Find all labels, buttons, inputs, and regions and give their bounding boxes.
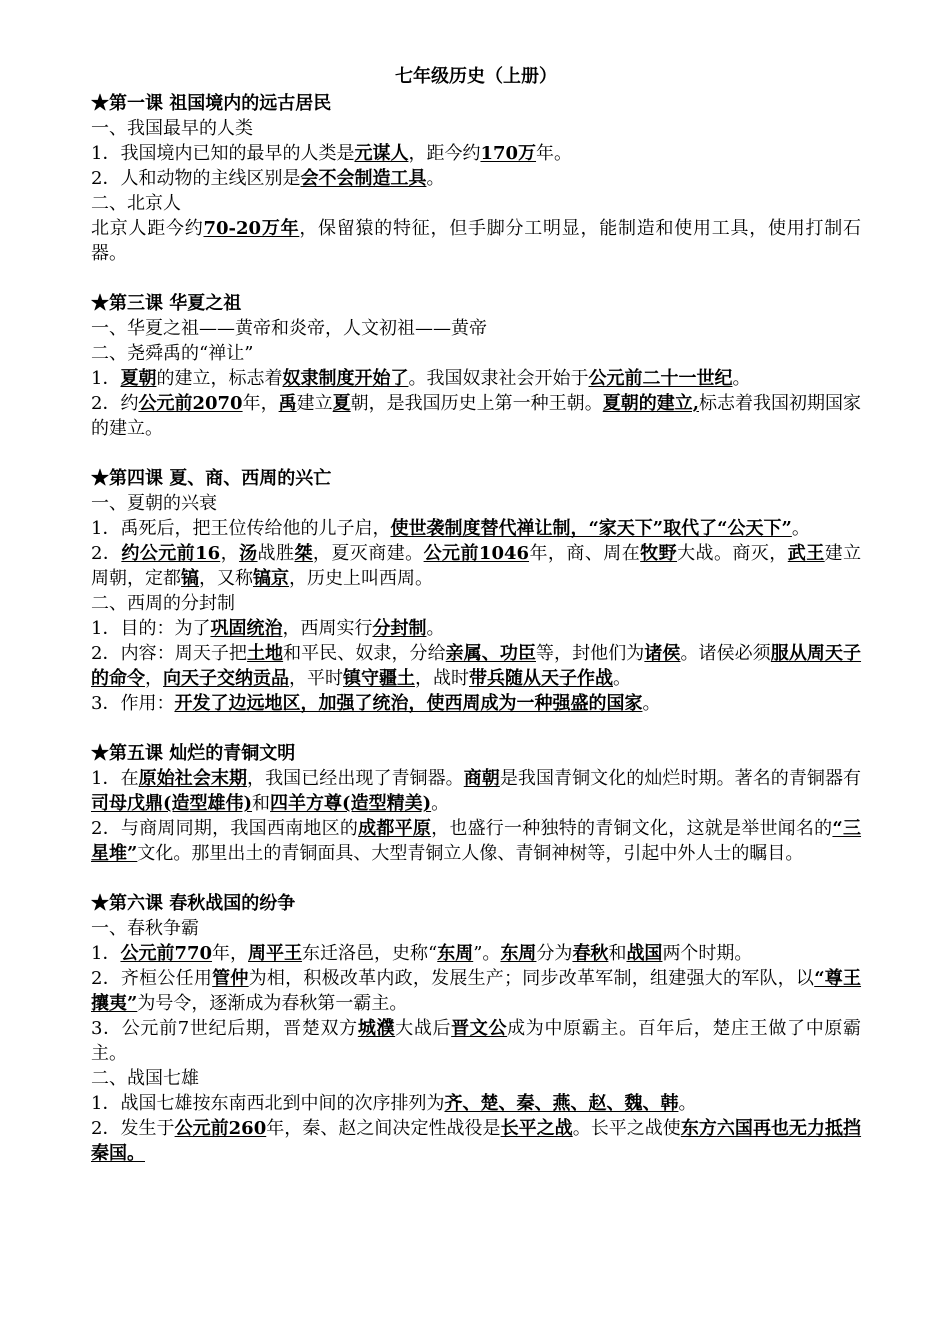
lesson-section <box>91 291 861 441</box>
paragraph <box>91 166 861 191</box>
text-run: ，平时 <box>289 668 343 689</box>
key-term: 镐京 <box>253 568 289 589</box>
key-term: 向天子交纳贡品 <box>163 668 289 689</box>
paragraph <box>91 691 861 716</box>
text-run: 大战。商灭， <box>677 543 788 564</box>
key-term: 东方六国再也无力抵挡秦国。 <box>91 1118 862 1164</box>
key-term: 会不会制造工具 <box>300 168 427 189</box>
text-run: ，保留猿的特征，但手脚分工明显，能制造和使用工具，使用打制石器。 <box>91 218 861 264</box>
text-run: 成为中原霸主。百年后，楚庄王做了中原霸主。 <box>91 1018 862 1064</box>
text-run: 2．发生于 <box>91 1118 175 1139</box>
text-run: ，又称 <box>199 568 253 589</box>
key-term: 原始社会末期 <box>138 768 248 789</box>
text-run: 为号令，逐渐成为春秋第一霸主。 <box>137 993 408 1014</box>
key-term: 公元前770 <box>120 943 213 964</box>
text-run: 。 <box>426 618 445 639</box>
key-term: 170万 <box>480 143 537 164</box>
text-run: 两个时期。 <box>662 943 753 964</box>
paragraph <box>91 1116 861 1166</box>
lesson-section <box>91 466 861 716</box>
key-term: 70-20万年 <box>203 218 300 239</box>
text-run: 为相，积极改革内政，发展生产；同步改革军制，组建强大的军队，以 <box>248 968 815 989</box>
text-run: 3．公元前7世纪后期，晋楚双方 <box>91 1018 358 1039</box>
key-term: 亲属、功臣 <box>445 643 536 664</box>
section-spacer <box>91 716 861 741</box>
text-run: 和平民、奴隶，分给 <box>283 643 446 664</box>
text-run: 的建立，标志着 <box>156 368 283 389</box>
key-term: 带兵随从天子作战 <box>469 668 613 689</box>
lesson-section <box>91 891 861 1166</box>
paragraph <box>91 966 861 1016</box>
paragraph <box>91 766 861 816</box>
text-run: 1．在 <box>91 768 139 789</box>
paragraph <box>91 391 861 441</box>
key-term: 公元前260 <box>174 1118 267 1139</box>
text-run: 2．人和动物的主线区别是 <box>91 168 301 189</box>
key-term: 长平之战 <box>500 1118 573 1139</box>
text-run: 建立周朝，定都 <box>91 543 862 589</box>
text-run: 1．目的：为了 <box>91 618 211 639</box>
text-run: 2． <box>91 543 122 564</box>
text-run: 。 <box>678 1093 697 1114</box>
key-term: 夏朝 <box>120 368 157 389</box>
key-term: 四羊方尊(造型精美) <box>270 793 432 814</box>
text-run: 2．与商周同期，我国西南地区的 <box>91 818 359 839</box>
text-run: 和 <box>252 793 271 814</box>
text-run: 年，秦、赵之间决定性战役是 <box>266 1118 501 1139</box>
text-run: 一、我国最早的人类 <box>91 118 253 139</box>
key-term: 武王 <box>787 543 825 564</box>
lesson-heading: ★第五课 灿烂的青铜文明 <box>91 743 296 764</box>
text-run: 分为 <box>536 943 573 964</box>
paragraph <box>91 516 861 541</box>
lesson-section <box>91 91 861 266</box>
text-run: 标志着我国初期国家的建立。 <box>91 393 862 439</box>
key-term: 服从周天子的命令 <box>91 643 862 689</box>
key-term: 桀 <box>294 543 313 564</box>
key-term: 约公元前16 <box>121 543 221 564</box>
text-run: 二、西周的分封制 <box>91 593 235 614</box>
key-term: 奴隶制度开始了 <box>282 368 409 389</box>
key-term: 镇守疆土 <box>343 668 415 689</box>
text-run: 和 <box>608 943 627 964</box>
key-term: “三星堆” <box>91 818 862 864</box>
key-term: 齐、楚、秦、燕、赵、魏、韩 <box>444 1093 679 1114</box>
text-run: 。 <box>791 518 810 539</box>
text-run: 。 <box>613 668 631 689</box>
paragraph <box>91 191 861 216</box>
text-run: 1．禹死后，把王位传给他的儿子启， <box>91 518 391 539</box>
key-term: 夏 <box>332 393 351 414</box>
text-run: 二、战国七雄 <box>91 1068 199 1089</box>
paragraph <box>91 541 861 591</box>
paragraph <box>91 116 861 141</box>
paragraph <box>91 1091 861 1116</box>
text-run: 一、华夏之祖——黄帝和炎帝，人文初祖——黄帝 <box>91 318 487 339</box>
text-run: 。 <box>642 693 661 714</box>
text-run: 。长平之战使 <box>572 1118 681 1139</box>
text-run: 大战后 <box>395 1018 452 1039</box>
key-term: 土地 <box>247 643 284 664</box>
text-run: 3．作用： <box>91 693 175 714</box>
text-run: ，我国已经出现了青铜器。 <box>247 768 464 789</box>
paragraph <box>91 941 861 966</box>
paragraph <box>91 366 861 391</box>
text-run: 战胜 <box>257 543 295 564</box>
text-run: 2．齐桓公任用 <box>91 968 213 989</box>
text-run: ”。 <box>473 943 501 964</box>
key-term: 使世袭制度替代禅让制，“家天下”取代了“公天下” <box>390 518 792 539</box>
section-spacer <box>91 266 861 291</box>
text-run: 北京人距今约 <box>91 218 204 239</box>
lesson-section <box>91 741 861 866</box>
key-term: 巩固统治 <box>210 618 283 639</box>
paragraph <box>91 1016 861 1066</box>
text-run: 一、夏朝的兴衰 <box>91 493 217 514</box>
text-run: 二、北京人 <box>91 193 181 214</box>
text-run: ，战时 <box>415 668 469 689</box>
text-run: 2．内容：周天子把 <box>91 643 247 664</box>
text-run: 。 <box>732 368 751 389</box>
lesson-heading: ★第一课 祖国境内的远古居民 <box>91 93 332 114</box>
section-spacer <box>91 866 861 891</box>
text-run: 年， <box>212 943 249 964</box>
paragraph <box>91 916 861 941</box>
text-run: 1． <box>91 368 121 389</box>
key-term: 公元前二十一世纪 <box>588 368 733 389</box>
key-term: 诸侯 <box>644 643 681 664</box>
key-term: 战国 <box>626 943 663 964</box>
key-term: 牧野 <box>640 543 678 564</box>
text-run: 是我国青铜文化的灿烂时期。著名的青铜器有 <box>499 768 862 789</box>
text-run: 文化。那里出土的青铜面具、大型青铜立人像、青铜神树等，引起中外人士的瞩目。 <box>137 843 804 864</box>
page-title: 七年级历史（上册） <box>395 66 557 87</box>
text-run: 东迁洛邑，史称“ <box>302 943 438 964</box>
text-run: 二、尧舜禹的“禅让” <box>91 343 254 364</box>
text-run: 年。 <box>536 143 573 164</box>
text-run: 。 <box>426 168 445 189</box>
text-run: 。我国奴隶社会开始于 <box>408 368 589 389</box>
text-run: 一、春秋争霸 <box>91 918 199 939</box>
lesson-heading: ★第三课 华夏之祖 <box>91 293 242 314</box>
paragraph <box>91 816 861 866</box>
key-term: “尊王攘夷” <box>91 968 862 1014</box>
key-term: 成都平原 <box>358 818 432 839</box>
paragraph <box>91 591 861 616</box>
key-term: 商朝 <box>463 768 500 789</box>
text-run: 。 <box>431 793 450 814</box>
paragraph <box>91 1066 861 1091</box>
text-run: 朝，是我国历史上第一种王朝。 <box>350 393 603 414</box>
text-run: 年， <box>242 393 279 414</box>
paragraph <box>91 316 861 341</box>
key-term: 公元前1046 <box>423 543 530 564</box>
text-run: ，西周实行 <box>282 618 373 639</box>
key-term: 分封制 <box>372 618 427 639</box>
paragraph <box>91 491 861 516</box>
paragraph <box>91 616 861 641</box>
text-run: 建立 <box>296 393 333 414</box>
text-run: ， <box>220 543 240 564</box>
key-term: 东周 <box>500 943 537 964</box>
key-term: 镐 <box>181 568 199 589</box>
text-run: ， <box>145 668 163 689</box>
key-term: 禹 <box>278 393 297 414</box>
key-term: 管仲 <box>212 968 249 989</box>
text-run: 1． <box>91 943 121 964</box>
key-term: 东周 <box>437 943 474 964</box>
lesson-heading: ★第六课 春秋战国的纷争 <box>91 893 296 914</box>
section-spacer <box>91 441 861 466</box>
lesson-heading: ★第四课 夏、商、西周的兴亡 <box>91 468 332 489</box>
text-run: 年，商、周在 <box>529 543 641 564</box>
text-run: 2．约 <box>91 393 139 414</box>
key-term: 城濮 <box>357 1018 396 1039</box>
text-run: 等，封他们为 <box>535 643 645 664</box>
key-term: 开发了边远地区，加强了统治，使西周成为一种强盛的国家 <box>174 693 643 714</box>
text-run: ，历史上叫西周。 <box>289 568 433 589</box>
key-term: 夏朝的建立, <box>602 393 699 414</box>
text-run: ，也盛行一种独特的青铜文化，这就是举世闻名的 <box>431 818 833 839</box>
text-run: 1．我国境内已知的最早的人类是 <box>91 143 355 164</box>
text-run: ，距今约 <box>408 143 481 164</box>
paragraph <box>91 216 861 266</box>
text-run: 。诸侯必须 <box>680 643 771 664</box>
text-run: ，夏灭商建。 <box>312 543 424 564</box>
paragraph <box>91 141 861 166</box>
paragraph <box>91 641 861 691</box>
document-page <box>91 64 861 1166</box>
key-term: 汤 <box>239 543 258 564</box>
key-term: 元谋人 <box>354 143 409 164</box>
paragraph <box>91 341 861 366</box>
key-term: 春秋 <box>572 943 609 964</box>
key-term: 晋文公 <box>451 1018 508 1039</box>
text-run: 1．战国七雄按东南西北到中间的次序排列为 <box>91 1093 445 1114</box>
key-term: 周平王 <box>248 943 303 964</box>
lessons-container <box>91 91 861 1166</box>
key-term: 公元前2070 <box>138 393 243 414</box>
key-term: 司母戊鼎(造型雄伟) <box>91 793 253 814</box>
